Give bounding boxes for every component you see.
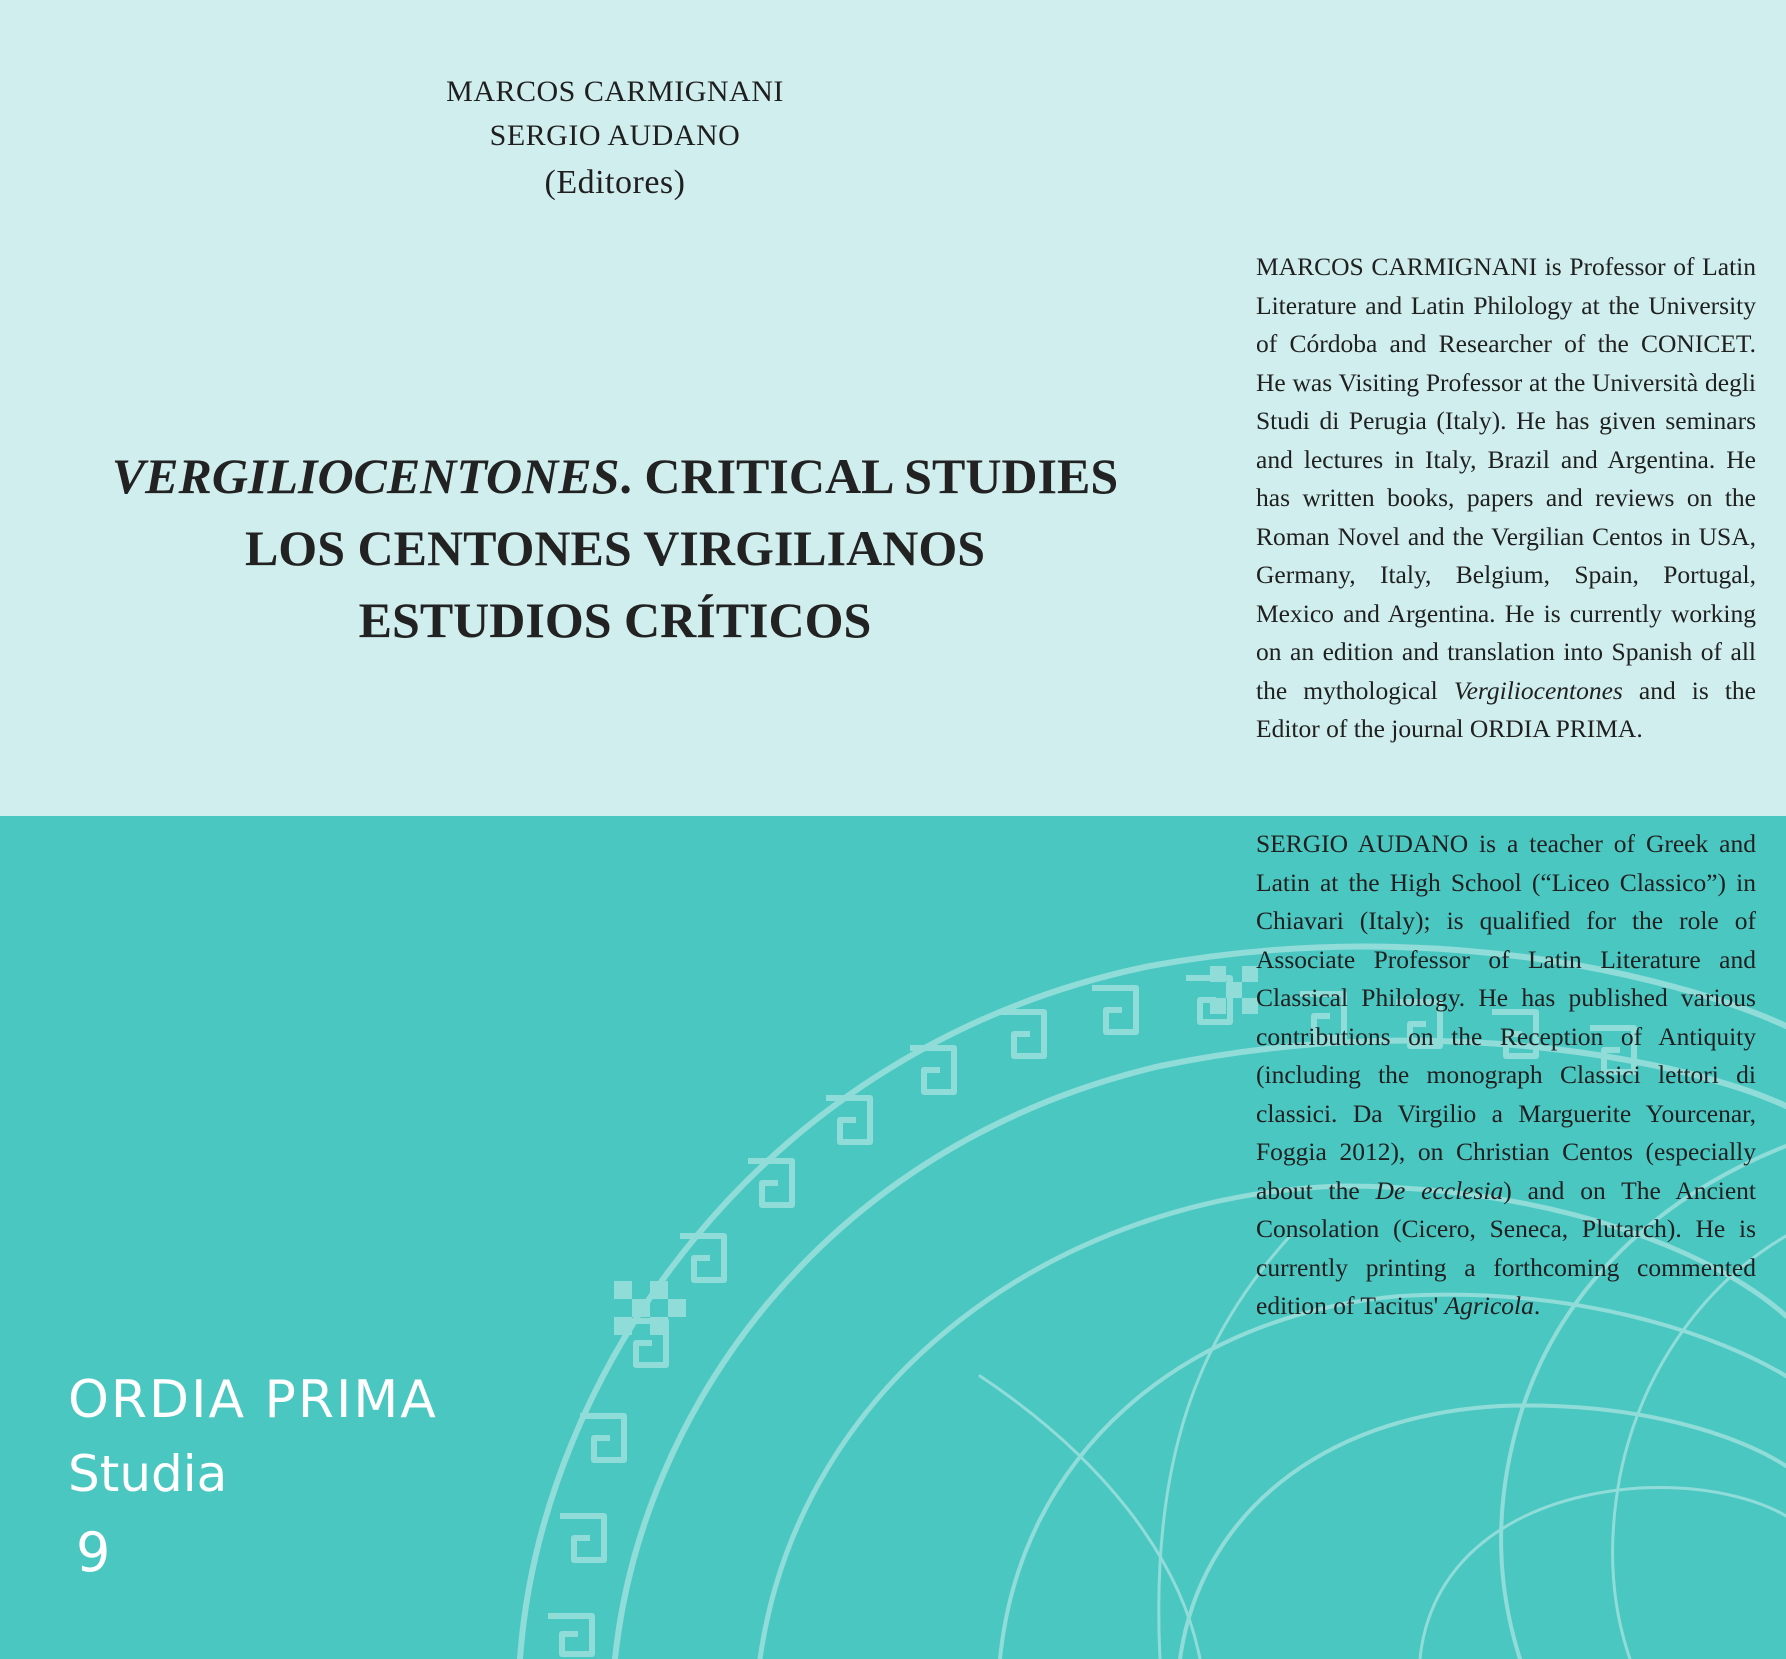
title-line-1 — [60, 440, 1170, 512]
editor-name: MARCOS CARMIGNANI — [446, 75, 784, 108]
bio-paragraph — [1256, 825, 1756, 1326]
editor-name: SERGIO AUDANO — [489, 119, 741, 152]
series-number: 9 — [76, 1521, 111, 1584]
bio-italic: Agricola — [1444, 1291, 1534, 1320]
bio-carmignani — [1256, 248, 1756, 749]
bio-text: and is the Editor of the journal ORDIA PRIMA. — [1256, 675, 1756, 743]
book-title — [60, 440, 1170, 656]
editors-block — [380, 70, 850, 208]
bio-text: . — [1533, 1291, 1541, 1320]
bio-text: ) and on The Ancient Consolation (Cicero, Seneca, Plutarch). He is currently printing a forthcoming commented edition of Tacitus' — [1256, 1175, 1756, 1320]
bio-italic: Vergiliocentones — [1453, 675, 1623, 705]
series-name: ORDIA PRIMA — [68, 1370, 438, 1430]
title-line-2: LOS CENTONES VIRGILIANOS — [244, 520, 986, 576]
series-block — [68, 1365, 438, 1593]
editors-role: (Editores) — [544, 164, 686, 201]
bio-italic: De ecclesia — [1375, 1175, 1504, 1205]
bio-text: SERGIO AUDANO is a teacher of Greek and Latin at the High School (“Liceo Classico”) in Chiavari (Italy); is qualified for the role of Associate Professor of Latin Literature and Classical Philology. He has published various contributions on the Reception of Antiquity (including the monograph Classici lettori di classici. Da Virgilio a Marguerite Yourcenar, Foggia 2012), on Christian Centos (especially about the — [1256, 829, 1756, 1205]
bio-text: MARCOS CARMIGNANI is Professor of Latin Literature and Latin Philology at the University of Córdoba and Researcher of the CONICET. He was Visiting Professor at the Università degli Studi di Perugia (Italy). He has given seminars and lectures in Italy, Brazil and Argentina. He has written books, papers and reviews on the Roman Novel and the Vergilian Centos in USA, Germany, Italy, Belgium, Spain, Portugal, Mexico and Argentina. He is currently working on an edition and translation into Spanish of all the mythological — [1256, 252, 1756, 705]
title-italic: VERGILIOCENTONES — [111, 448, 620, 504]
bio-audano — [1256, 825, 1756, 1326]
title-line-3: ESTUDIOS CRÍTICOS — [358, 592, 872, 648]
title-line-1-rest: . CRITICAL STUDIES — [619, 448, 1119, 504]
series-sub: Studia — [68, 1445, 228, 1503]
bio-paragraph — [1256, 248, 1756, 749]
